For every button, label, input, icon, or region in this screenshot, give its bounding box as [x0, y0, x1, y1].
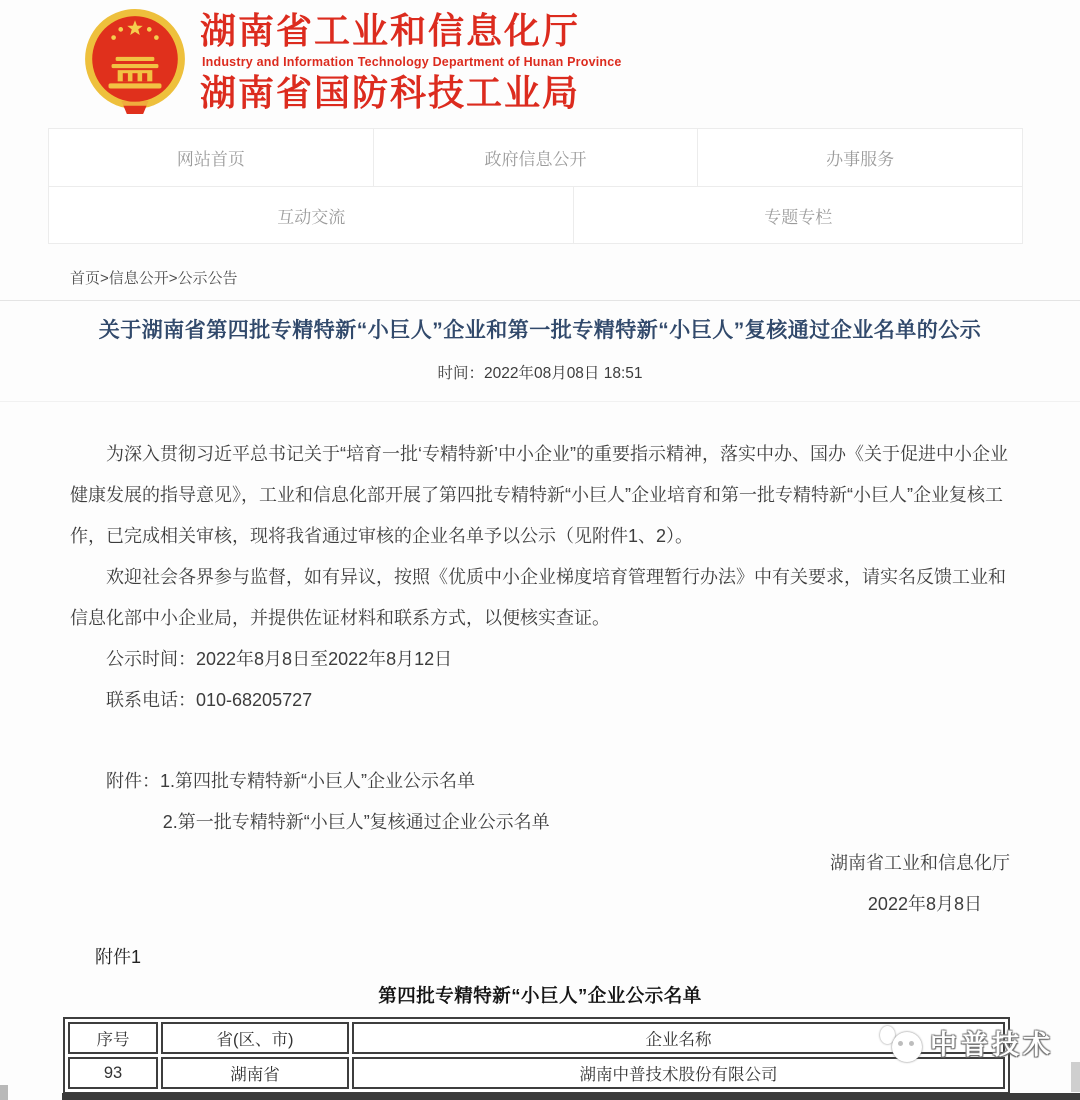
- table-header-index: 序号: [68, 1022, 158, 1054]
- table-cell-region: 湖南省: [161, 1057, 349, 1089]
- china-national-emblem-icon: [84, 8, 186, 116]
- annex-table-title: 第四批专精特新“小巨人”企业公示名单: [378, 985, 702, 1006]
- paragraph-2: 欢迎社会各界参与监督，如有异议，按照《优质中小企业梯度培育管理暂行办法》中有关要求，请实名反馈工业和信息化部中小企业局，并提供佐证材料和联系方式，以便核实查证。: [70, 567, 1006, 628]
- attachment-2: 2.第一批专精特新“小巨人”复核通过企业公示名单: [162, 812, 550, 832]
- table-header-region: 省(区、市): [161, 1022, 349, 1054]
- org-name-line1: 湖南省工业和信息化厅: [200, 10, 581, 52]
- site-header: [0, 0, 1080, 122]
- attachment-1: 1.第四批专精特新“小巨人”企业公示名单: [160, 771, 475, 791]
- org-name-english: Industry and Information Technology Department of Hunan Province: [202, 54, 622, 69]
- table-cell-company: 湖南中普技术股份有限公司: [352, 1057, 1005, 1089]
- nav-item-services[interactable]: 办事服务: [826, 150, 895, 169]
- attachment-line-1: [70, 761, 1010, 802]
- breadcrumb-bar: [0, 254, 1080, 301]
- watermark-text: 中普技术: [930, 1030, 1054, 1060]
- table-header-row: [68, 1022, 1005, 1054]
- paragraph-1: 为深入贯彻习近平总书记关于“培育一批‘专精特新’中小企业”的重要指示精神，落实中办、国办《关于促进中小企业健康发展的指导意见》，工业和信息化部开展了第四批专精特新“小巨人”企业培育和第一批专精特新“小巨人”企业复核工作，已完成相关审核，现将我省通过审核的企业名单予以公示（见附件1、2）。: [70, 444, 1008, 546]
- breadcrumb[interactable]: 首页>信息公开>公示公告: [70, 270, 238, 287]
- signature-date: 2022年8月8日: [867, 894, 982, 914]
- attachment-line-2: [70, 802, 1010, 843]
- annex-table: [63, 1017, 1010, 1094]
- article-body: [70, 434, 1010, 925]
- table-row: [68, 1057, 1005, 1089]
- table-cell-index: 93: [68, 1057, 158, 1089]
- annex-label: 附件1: [95, 947, 142, 967]
- publish-window-line: 公示时间：2022年8月8日至2022年8月12日: [106, 649, 453, 669]
- nav-row-1: [49, 129, 1022, 186]
- main-navigation: [48, 128, 1023, 244]
- signature-organization: 湖南省工业和信息化厅: [830, 853, 1010, 873]
- org-name-line2: 湖南省国防科技工业局: [200, 71, 581, 113]
- org-title-block: [200, 10, 622, 114]
- contact-phone-line: 联系电话：010-68205727: [106, 690, 313, 710]
- table-cutoff-band: [62, 1093, 1080, 1100]
- nav-item-gov-info[interactable]: 政府信息公开: [374, 129, 699, 186]
- nav-item-home[interactable]: 网站首页: [49, 129, 374, 186]
- article-timestamp: 时间：2022年08月08日 18:51: [0, 361, 1080, 402]
- nav-item-interaction[interactable]: 互动交流: [49, 187, 574, 243]
- page-edge-artifact-left: [0, 1085, 8, 1100]
- nav-item-special-columns[interactable]: 专题专栏: [764, 207, 833, 227]
- page-edge-artifact-right: [1071, 1062, 1080, 1092]
- attachments-label: 附件：: [106, 771, 160, 791]
- article-title: 关于湖南省第四批专精特新“小巨人”企业和第一批专精特新“小巨人”复核通过企业名单的公示: [98, 319, 982, 342]
- table-header-company: 企业名称: [352, 1022, 1005, 1054]
- spacer: [70, 721, 1010, 761]
- nav-row-2: [49, 186, 1022, 243]
